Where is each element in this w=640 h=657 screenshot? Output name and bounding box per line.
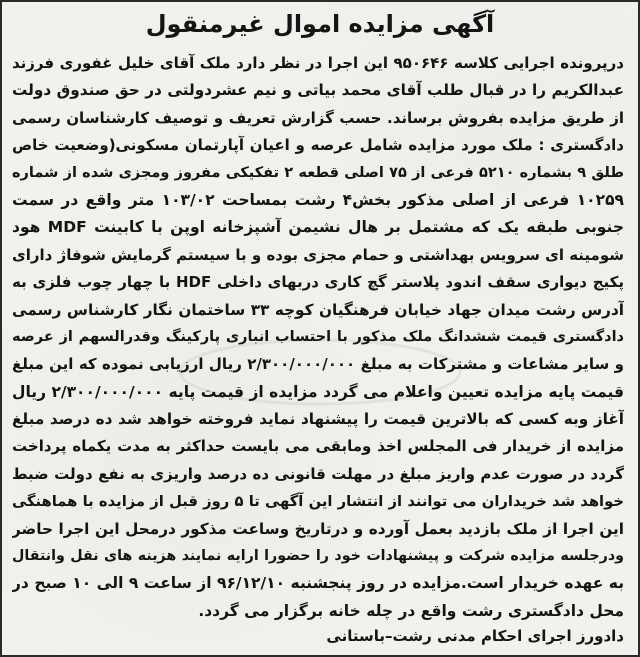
body-line: طلق ۹ بشماره ۵۲۱۰ فرعی از ۷۵ اصلی قطعه ۲ تفکیکی مفروز ومجزی شده از شماره — [12, 164, 624, 181]
body-line: درپرونده اجرایی کلاسه ۹۵۰۶۴۶ این اجرا در نظر دارد ملک آقای خلیل غفوری فرزند — [12, 54, 624, 72]
notice-body — [12, 50, 624, 625]
body-line: ودرجلسه مزایده شرکت و پیشنهادات خود را حضورا ارایه نمایند هزینه های نقل وانتقال — [12, 548, 624, 565]
body-line: محل دادگستری رشت واقع در چله خانه برگزار می گردد. — [198, 601, 624, 620]
notice-title: آگهی مزایده اموال غیرمنقول — [145, 10, 495, 38]
body-line: به عهده خریدار است.مزایده در روز پنجشنبه ۹۶/۱۲/۱۰ از ساعت ۹ الی ۱۰ صبح در — [12, 574, 624, 593]
signature: دادورز اجرای احکام مدنی رشت–باستانی — [326, 627, 624, 645]
body-line: گردد در صورت عدم واریز مبلغ در مهلت قانونی ده درصد واریزی به نفع دولت ضبط — [12, 464, 624, 483]
body-line: شومینه ای سرویس بهداشتی و حمام مجزی بوده و با سیستم گرمایش شوفاژ دارای — [12, 245, 624, 264]
body-line: مزایده از خریدار فی المجلس اخذ ومابقی می بایست حداکثر به مدت یکماه پرداخت — [12, 437, 624, 456]
body-line: قیمت پایه مزایده تعیین واعلام می گردد مزایده از قیمت پایه ۲/۳۰۰/۰۰۰/۰۰۰ ریال — [12, 382, 624, 401]
body-line: پکیج دیواری سقف اندود پلاستر گچ کاری دربهای داخلی HDF با چهار چوب فلزی به — [12, 273, 624, 292]
body-line: خواهد شد خریداران می توانند از انتشار این آگهی تا ۵ روز قبل از مزایده با هماهنگی — [12, 493, 624, 511]
body-line: جنوبی طبقه یک که مشتمل بر هال نشیمن آشپزخانه اوپن با کابینت MDF هود — [12, 218, 624, 237]
body-line: آغاز وبه کسی که بالاترین قیمت را پیشنهاد نماید فروخته خواهد شد ده درصد مبلغ — [12, 410, 624, 429]
body-line: دادگستری قیمت ششدانگ ملک مذکور با احتساب انباری پارکینگ وقدرالسهم از عرصه — [12, 328, 624, 345]
body-line: ۱۰۲۵۹ فرعی از اصلی مذکور بخش۴ رشت بمساحت ۱۰۳/۰۲ متر واقع در سمت — [12, 190, 624, 209]
body-line: این اجرا از ملک بازدید بعمل آورده و درتاریخ وساعت مذکور درمحل این اجرا حاضر — [12, 519, 624, 538]
body-line: عبدالکریم را در قبال طلب آقای محمد بیاتی و نیم عشردولتی در حق صندوق دولت — [12, 81, 624, 100]
body-line: دادگستری : ملک مورد مزایده شامل عرصه و اعیان آپارتمان مسکونی(وضعیت خاص — [12, 136, 624, 155]
body-line: آدرس رشت میدان جهاد خیابان فرهنگیان کوچه ۳۳ ساختمان نگار کارشناس رسمی — [12, 300, 624, 319]
body-line: از طریق مزایده بفروش برساند. حسب گزارش تعریف و توصیف کارشناسان رسمی — [12, 108, 624, 127]
body-line: و سایر مشاعات و مشترکات به مبلغ ۲/۳۰۰/۰۰۰/۰۰۰ ریال ارزیابی نموده که این مبلغ — [12, 355, 624, 374]
